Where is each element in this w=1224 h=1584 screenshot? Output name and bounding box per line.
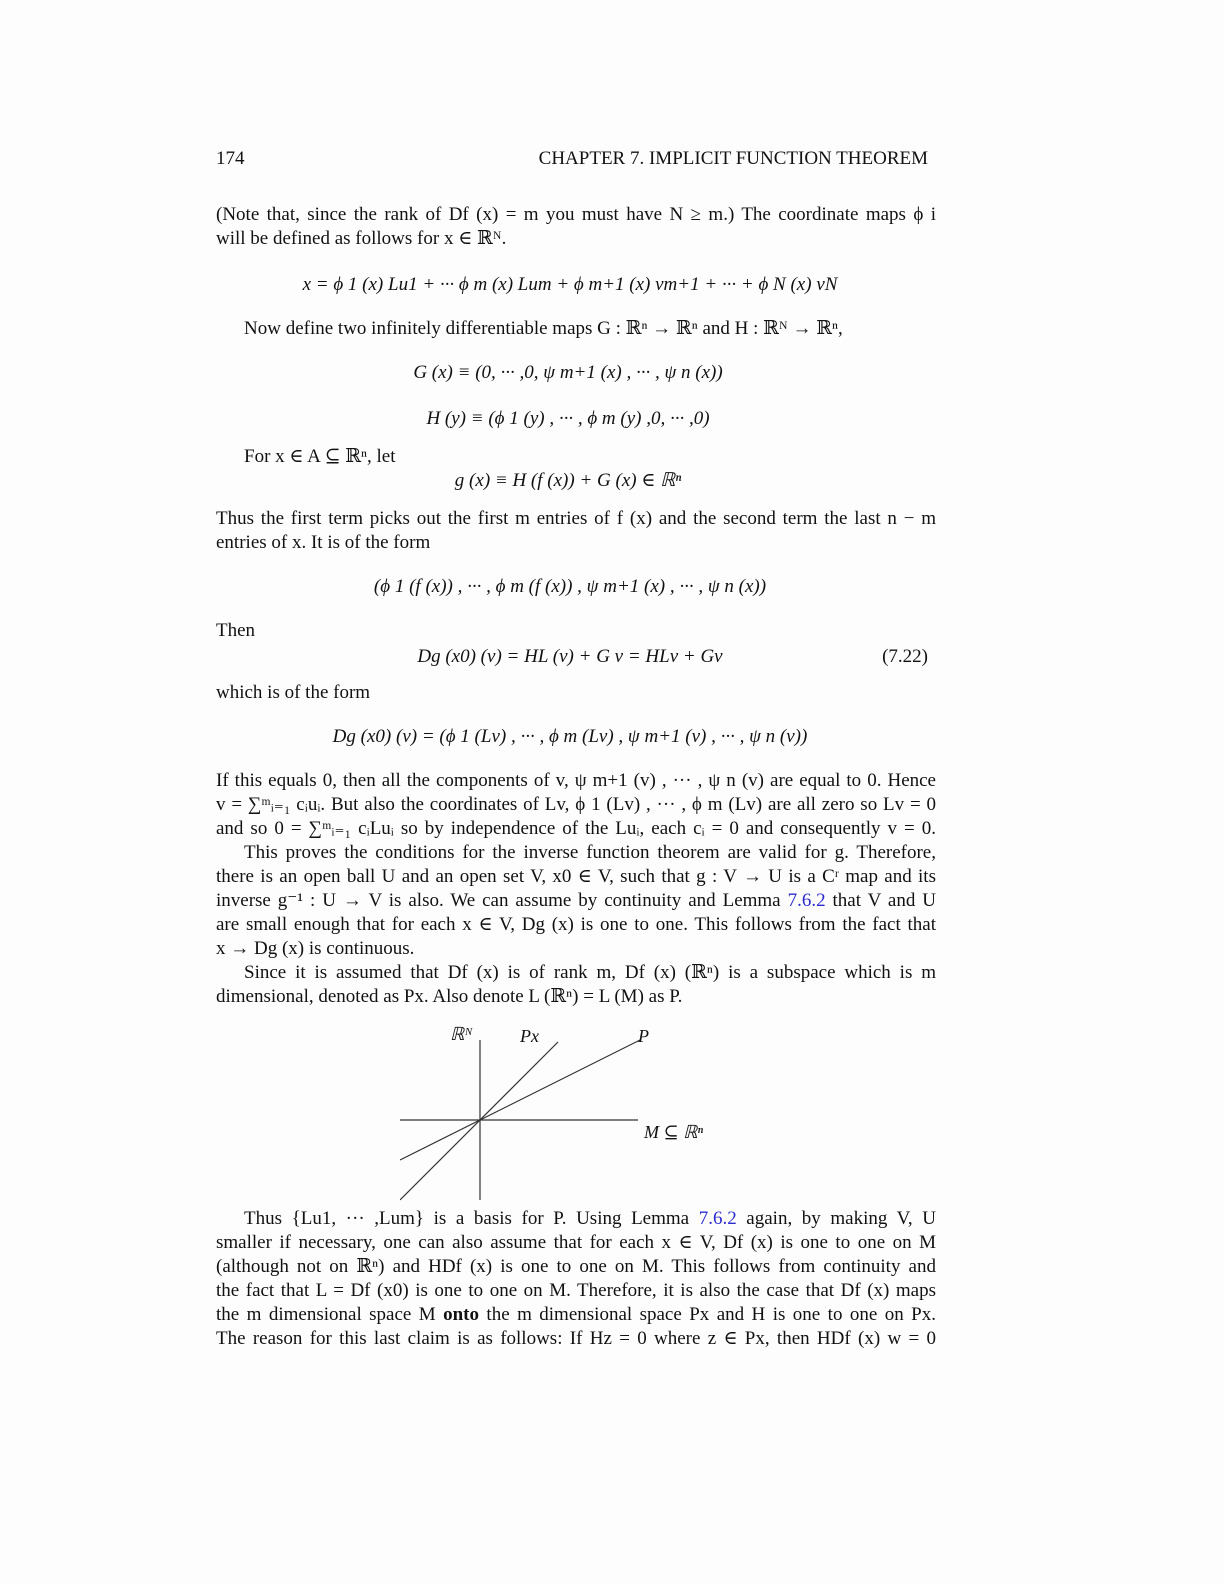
text-line: and so 0 = ∑ᵐᵢ₌₁ cᵢLuᵢ so by independence of the Luᵢ, each cᵢ = 0 and consequently v = 0. <box>216 818 936 839</box>
label-RN: ℝᴺ <box>450 1024 473 1044</box>
equation-G: G (x) ≡ (0, ··· ,0, ψ m+1 (x) , ··· , ψ n (x)) <box>413 362 723 383</box>
label-Px: Px <box>520 1026 539 1046</box>
text-line: (although not on ℝⁿ) and HDf (x) is one to one on M. This follows from continuity and <box>216 1256 936 1277</box>
text-line: which is of the form <box>216 682 371 703</box>
text-line: will be defined as follows for x ∈ ℝᴺ. <box>216 228 507 249</box>
text-line: v = ∑ᵐᵢ₌₁ cᵢuᵢ. But also the coordinates of Lv, ϕ 1 (Lv) , ··· , ϕ m (Lv) are all zero so Lv = 0 <box>216 794 936 815</box>
text-line: x → Dg (x) is continuous. <box>216 938 415 959</box>
text-line <box>244 1208 936 1230</box>
text-line: smaller if necessary, one can also assume that for each x ∈ V, Df (x) is one to one on M <box>216 1232 936 1253</box>
text-line <box>216 1304 936 1326</box>
line-P <box>400 1040 640 1160</box>
text-span: again, by making V, U <box>736 1208 936 1229</box>
equation-H: H (y) ≡ (ϕ 1 (y) , ··· , ϕ m (y) ,0, ··· ,0) <box>426 408 710 429</box>
text-line: there is an open ball U and an open set V, x0 ∈ V, such that g : V → U is a Cʳ map and its <box>216 866 936 887</box>
equation-7-22: Dg (x0) (v) = HL (v) + G v = HLv + Gv <box>417 646 723 667</box>
text-line: Now define two infinitely differentiable maps G : ℝⁿ → ℝⁿ and H : ℝᴺ → ℝⁿ, <box>244 318 843 339</box>
text-line: Then <box>216 620 256 641</box>
equation-coordinate-maps: x = ϕ 1 (x) Lu1 + ··· ϕ m (x) Lum + ϕ m+1 (x) vm+1 + ··· + ϕ N (x) vN <box>302 274 838 295</box>
text-span: the m dimensional space M <box>216 1304 444 1325</box>
chapter-title: CHAPTER 7. IMPLICIT FUNCTION THEOREM <box>538 148 928 169</box>
label-M: M ⊆ ℝⁿ <box>644 1122 704 1142</box>
equation-number: (7.22) <box>882 646 928 667</box>
text-line: For x ∈ A ⊆ ℝⁿ, let <box>244 446 396 467</box>
equation-form: (ϕ 1 (f (x)) , ··· , ϕ m (f (x)) , ψ m+1 (x) , ··· , ψ n (x)) <box>373 576 767 597</box>
text-span: that V and U <box>825 890 936 911</box>
equation-Dg-form: Dg (x0) (v) = (ϕ 1 (Lv) , ··· , ϕ m (Lv) , ψ m+1 (v) , ··· , ψ n (v)) <box>332 726 808 747</box>
text-line: The reason for this last claim is as follows: If Hz = 0 where z ∈ Px, then HDf (x) w = 0 <box>216 1328 936 1349</box>
line-Px <box>400 1042 558 1200</box>
label-P: P <box>638 1026 649 1046</box>
subspace-figure <box>400 1024 720 1216</box>
page-number: 174 <box>216 148 245 169</box>
text-span: Thus {Lu1, ··· ,Lum} is a basis for P. Using Lemma <box>244 1208 699 1229</box>
text-line: If this equals 0, then all the components of v, ψ m+1 (v) , ··· , ψ n (v) are equal to 0. Hence <box>216 770 936 791</box>
text-line: dimensional, denoted as Px. Also denote L (ℝⁿ) = L (M) as P. <box>216 986 683 1007</box>
text-line: are small enough that for each x ∈ V, Dg (x) is one to one. This follows from the fact that <box>216 914 936 935</box>
figure-svg <box>400 1030 720 1210</box>
text-line: (Note that, since the rank of Df (x) = m you must have N ≥ m.) The coordinate maps ϕ i <box>216 204 936 225</box>
equation-g: g (x) ≡ H (f (x)) + G (x) ∈ ℝⁿ <box>454 470 682 491</box>
text-line: Thus the first term picks out the first m entries of f (x) and the second term the last n − m <box>216 508 936 529</box>
text-line: This proves the conditions for the inverse function theorem are valid for g. Therefore, <box>244 842 936 863</box>
text-line: the fact that L = Df (x0) is one to one on M. Therefore, it is also the case that Df (x) maps <box>216 1280 936 1301</box>
text-span: the m dimensional space Px and H is one to one on Px. <box>479 1304 936 1325</box>
lemma-link[interactable]: 7.6.2 <box>787 890 826 911</box>
text-span: inverse g⁻¹ : U → V is also. We can assume by continuity and Lemma <box>216 890 788 911</box>
lemma-link[interactable]: 7.6.2 <box>698 1208 737 1229</box>
bold-text: onto <box>443 1304 479 1325</box>
text-line <box>216 890 936 912</box>
text-line: entries of x. It is of the form <box>216 532 431 553</box>
text-line: Since it is assumed that Df (x) is of rank m, Df (x) (ℝⁿ) is a subspace which is m <box>244 962 936 983</box>
